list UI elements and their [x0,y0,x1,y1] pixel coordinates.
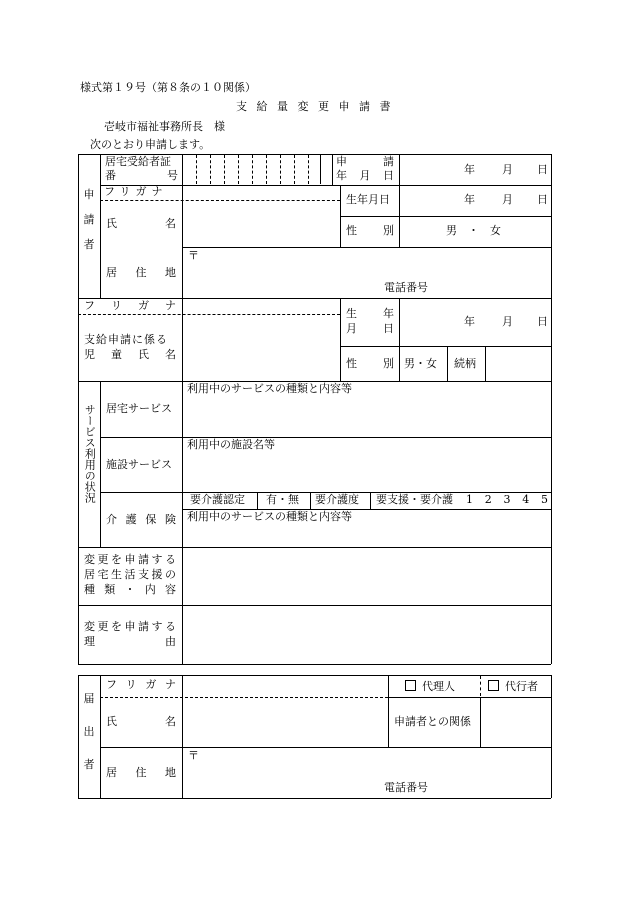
cert-number-label-2: 番 号 [105,169,178,182]
notifier-phone-input[interactable] [436,781,548,796]
proxy-checkbox[interactable] [488,680,499,691]
home-service-input[interactable] [184,398,549,435]
applicant-name-input[interactable] [184,202,339,246]
notifier-section-label: 届 出 者 [83,692,95,771]
facility-service-hint: 利用中の施設名等 [187,438,275,451]
reason-input[interactable] [184,607,549,663]
reason-label-2: 理 由 [84,635,176,648]
child-relationship-input[interactable] [487,348,549,379]
applicant-address-input[interactable] [200,249,549,279]
applicant-name-label: 氏 名 [106,217,176,230]
reason-label-1: 変 更 を 申 請 す る [84,620,176,633]
applicant-phone-label: 電話番号 [384,281,428,294]
support-change-label-3: 種 類 ・ 内 容 [84,583,176,596]
intro-text: 次のとおり申請します。 [90,138,211,151]
child-birthdate-label: 生 年 [346,307,394,320]
applicant-phone-input[interactable] [436,281,548,296]
care-level-option[interactable]: 2 [484,493,492,506]
child-name-label-2: 児 童 氏 名 [84,348,176,361]
care-level-type[interactable]: 要支援・要介護 [376,493,453,506]
home-service-hint: 利用中のサービスの種類と内容等 [187,382,352,395]
notifier-relationship-label: 申請者との関係 [394,715,471,728]
notifier-postal-mark: 〒 [188,749,199,762]
applicant-postal-mark: 〒 [188,249,199,262]
application-date-label: 申 請 [336,155,394,168]
care-insurance-label: 介 護 保 険 [106,513,176,526]
care-insurance-hint: 利用中のサービスの種類と内容等 [187,510,352,523]
child-birthdate-label-2: 月 日 [346,322,394,335]
notifier-relationship-input[interactable] [482,699,549,746]
child-relationship-label: 続柄 [454,357,476,370]
support-change-label-1: 変 更 を 申 請 す る [84,553,176,566]
agent-checkbox[interactable] [405,680,416,691]
care-level-option[interactable]: 1 [466,493,473,506]
applicant-birthdate-label: 生年月日 [346,193,390,206]
applicant-furigana-input[interactable] [184,186,339,200]
applicant-furigana-label: フリガナ [104,185,168,198]
child-birthdate-input[interactable]: 年 月 日 [464,315,548,328]
support-change-label-2: 居 宅 生 活 支 援 の [84,568,176,581]
applicant-sex-label: 性 別 [346,224,394,237]
applicant-address-label: 居 住 地 [106,266,176,279]
form-title: 支 給 量 変 更 申 請 書 [236,100,394,113]
support-change-input[interactable] [184,549,549,604]
child-sex-options[interactable]: 男・女 [404,357,437,370]
care-insurance-input[interactable] [184,526,549,546]
notifier-name-label: 氏 名 [106,715,176,728]
applicant-section-label: 申 請 者 [83,188,95,251]
notifier-furigana-input[interactable] [184,677,387,696]
care-cert-label: 要介護認定 [190,493,245,506]
applicant-birthdate-input[interactable]: 年 月 日 [464,193,548,206]
child-name-input[interactable] [184,316,339,380]
agent-option[interactable]: 代理人 [405,680,455,694]
form-number: 様式第１９号（第８条の１０関係） [80,81,256,94]
notifier-address-label: 居 住 地 [106,766,176,779]
service-section-label: サービス利用の状況 [83,404,97,503]
child-sex-label: 性 別 [346,357,394,370]
facility-service-input[interactable] [184,454,549,490]
addressee: 壱岐市福祉事務所長 様 [104,120,225,133]
cert-number-label: 居宅受給者証 [105,155,171,168]
care-level-option[interactable]: 4 [522,493,530,506]
application-date-label-2: 年 月 日 [336,169,394,182]
care-level-option[interactable]: 3 [503,493,511,506]
home-service-label: 居宅サービス [106,402,172,415]
cert-number-input[interactable] [184,156,320,184]
notifier-address-input[interactable] [200,749,549,779]
notifier-name-input[interactable] [184,699,387,746]
care-cert-value[interactable]: 有・無 [266,493,299,506]
notifier-furigana-label: フ リ ガ ナ [106,678,176,691]
applicant-sex-options[interactable]: 男 ・ 女 [446,224,501,237]
child-furigana-input[interactable] [184,300,339,314]
facility-service-label: 施設サービス [106,458,172,471]
child-name-label: 支給申請に係る [84,333,168,346]
care-level-label: 要介護度 [315,493,359,506]
proxy-option[interactable]: 代行者 [488,680,538,694]
care-level-option[interactable]: 5 [541,493,548,506]
notifier-phone-label: 電話番号 [384,781,428,794]
care-level-options [466,494,548,507]
application-date-input[interactable]: 年 月 日 [464,163,548,176]
child-furigana-label: フ リ ガ ナ [84,299,176,312]
